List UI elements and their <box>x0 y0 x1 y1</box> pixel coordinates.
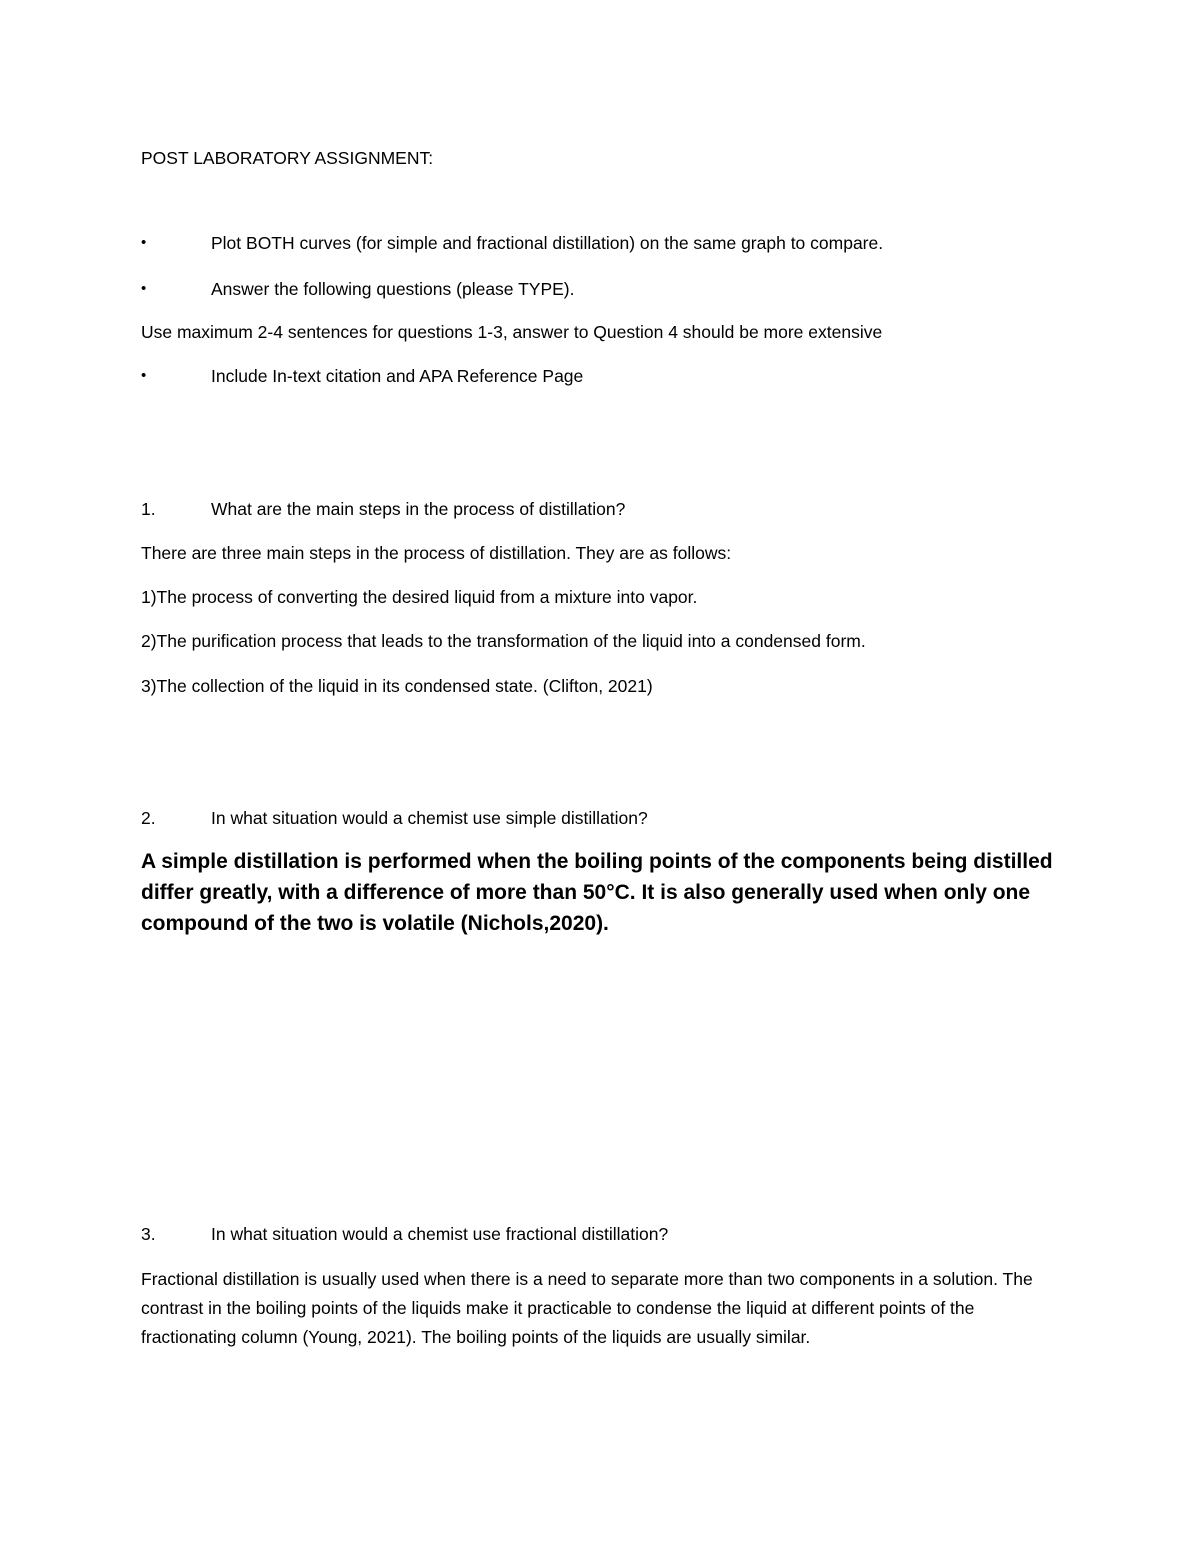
answer-1-intro: There are three main steps in the process of distillation. They are as follows: <box>141 543 732 563</box>
bullet-icon: • <box>141 280 147 297</box>
answer-1-step: 1)The process of converting the desired liquid from a mixture into vapor. <box>141 587 698 607</box>
question-number: 2. <box>141 808 156 828</box>
instruction-plot-curves: Plot BOTH curves (for simple and fractional distillation) on the same graph to compare. <box>211 233 884 253</box>
answer-1-step: 3)The collection of the liquid in its condensed state. (Clifton, 2021) <box>141 676 653 696</box>
instruction-answer-questions: Answer the following questions (please TYPE). <box>211 279 575 299</box>
question-2: In what situation would a chemist use simple distillation? <box>211 808 648 828</box>
page-title: POST LABORATORY ASSIGNMENT: <box>141 148 434 168</box>
instruction-note: Use maximum 2-4 sentences for questions 1-3, answer to Question 4 should be more extensive <box>141 322 883 342</box>
answer-3: Fractional distillation is usually used when there is a need to separate more than two components in a solution. The contrast in the boiling points of the liquids make it practicable to condense the liquid at different points of the fractionating column (Young, 2021). The boiling points of the liquids are usually similar. <box>141 1269 1033 1347</box>
answer-1-step: 2)The purification process that leads to the transformation of the liquid into a condensed form. <box>141 631 866 651</box>
bullet-icon: • <box>141 367 147 384</box>
question-1: What are the main steps in the process of distillation? <box>211 499 626 519</box>
instruction-citation: Include In-text citation and APA Reference Page <box>211 366 584 386</box>
question-3: In what situation would a chemist use fractional distillation? <box>211 1224 669 1244</box>
bullet-icon: • <box>141 234 147 251</box>
answer-2: A simple distillation is performed when the boiling points of the components being distilled differ greatly, with a difference of more than 50°C. It is also generally used when only one compound of the two is volatile (Nichols,2020). <box>141 850 1053 935</box>
question-number: 1. <box>141 499 156 519</box>
question-number: 3. <box>141 1224 156 1244</box>
